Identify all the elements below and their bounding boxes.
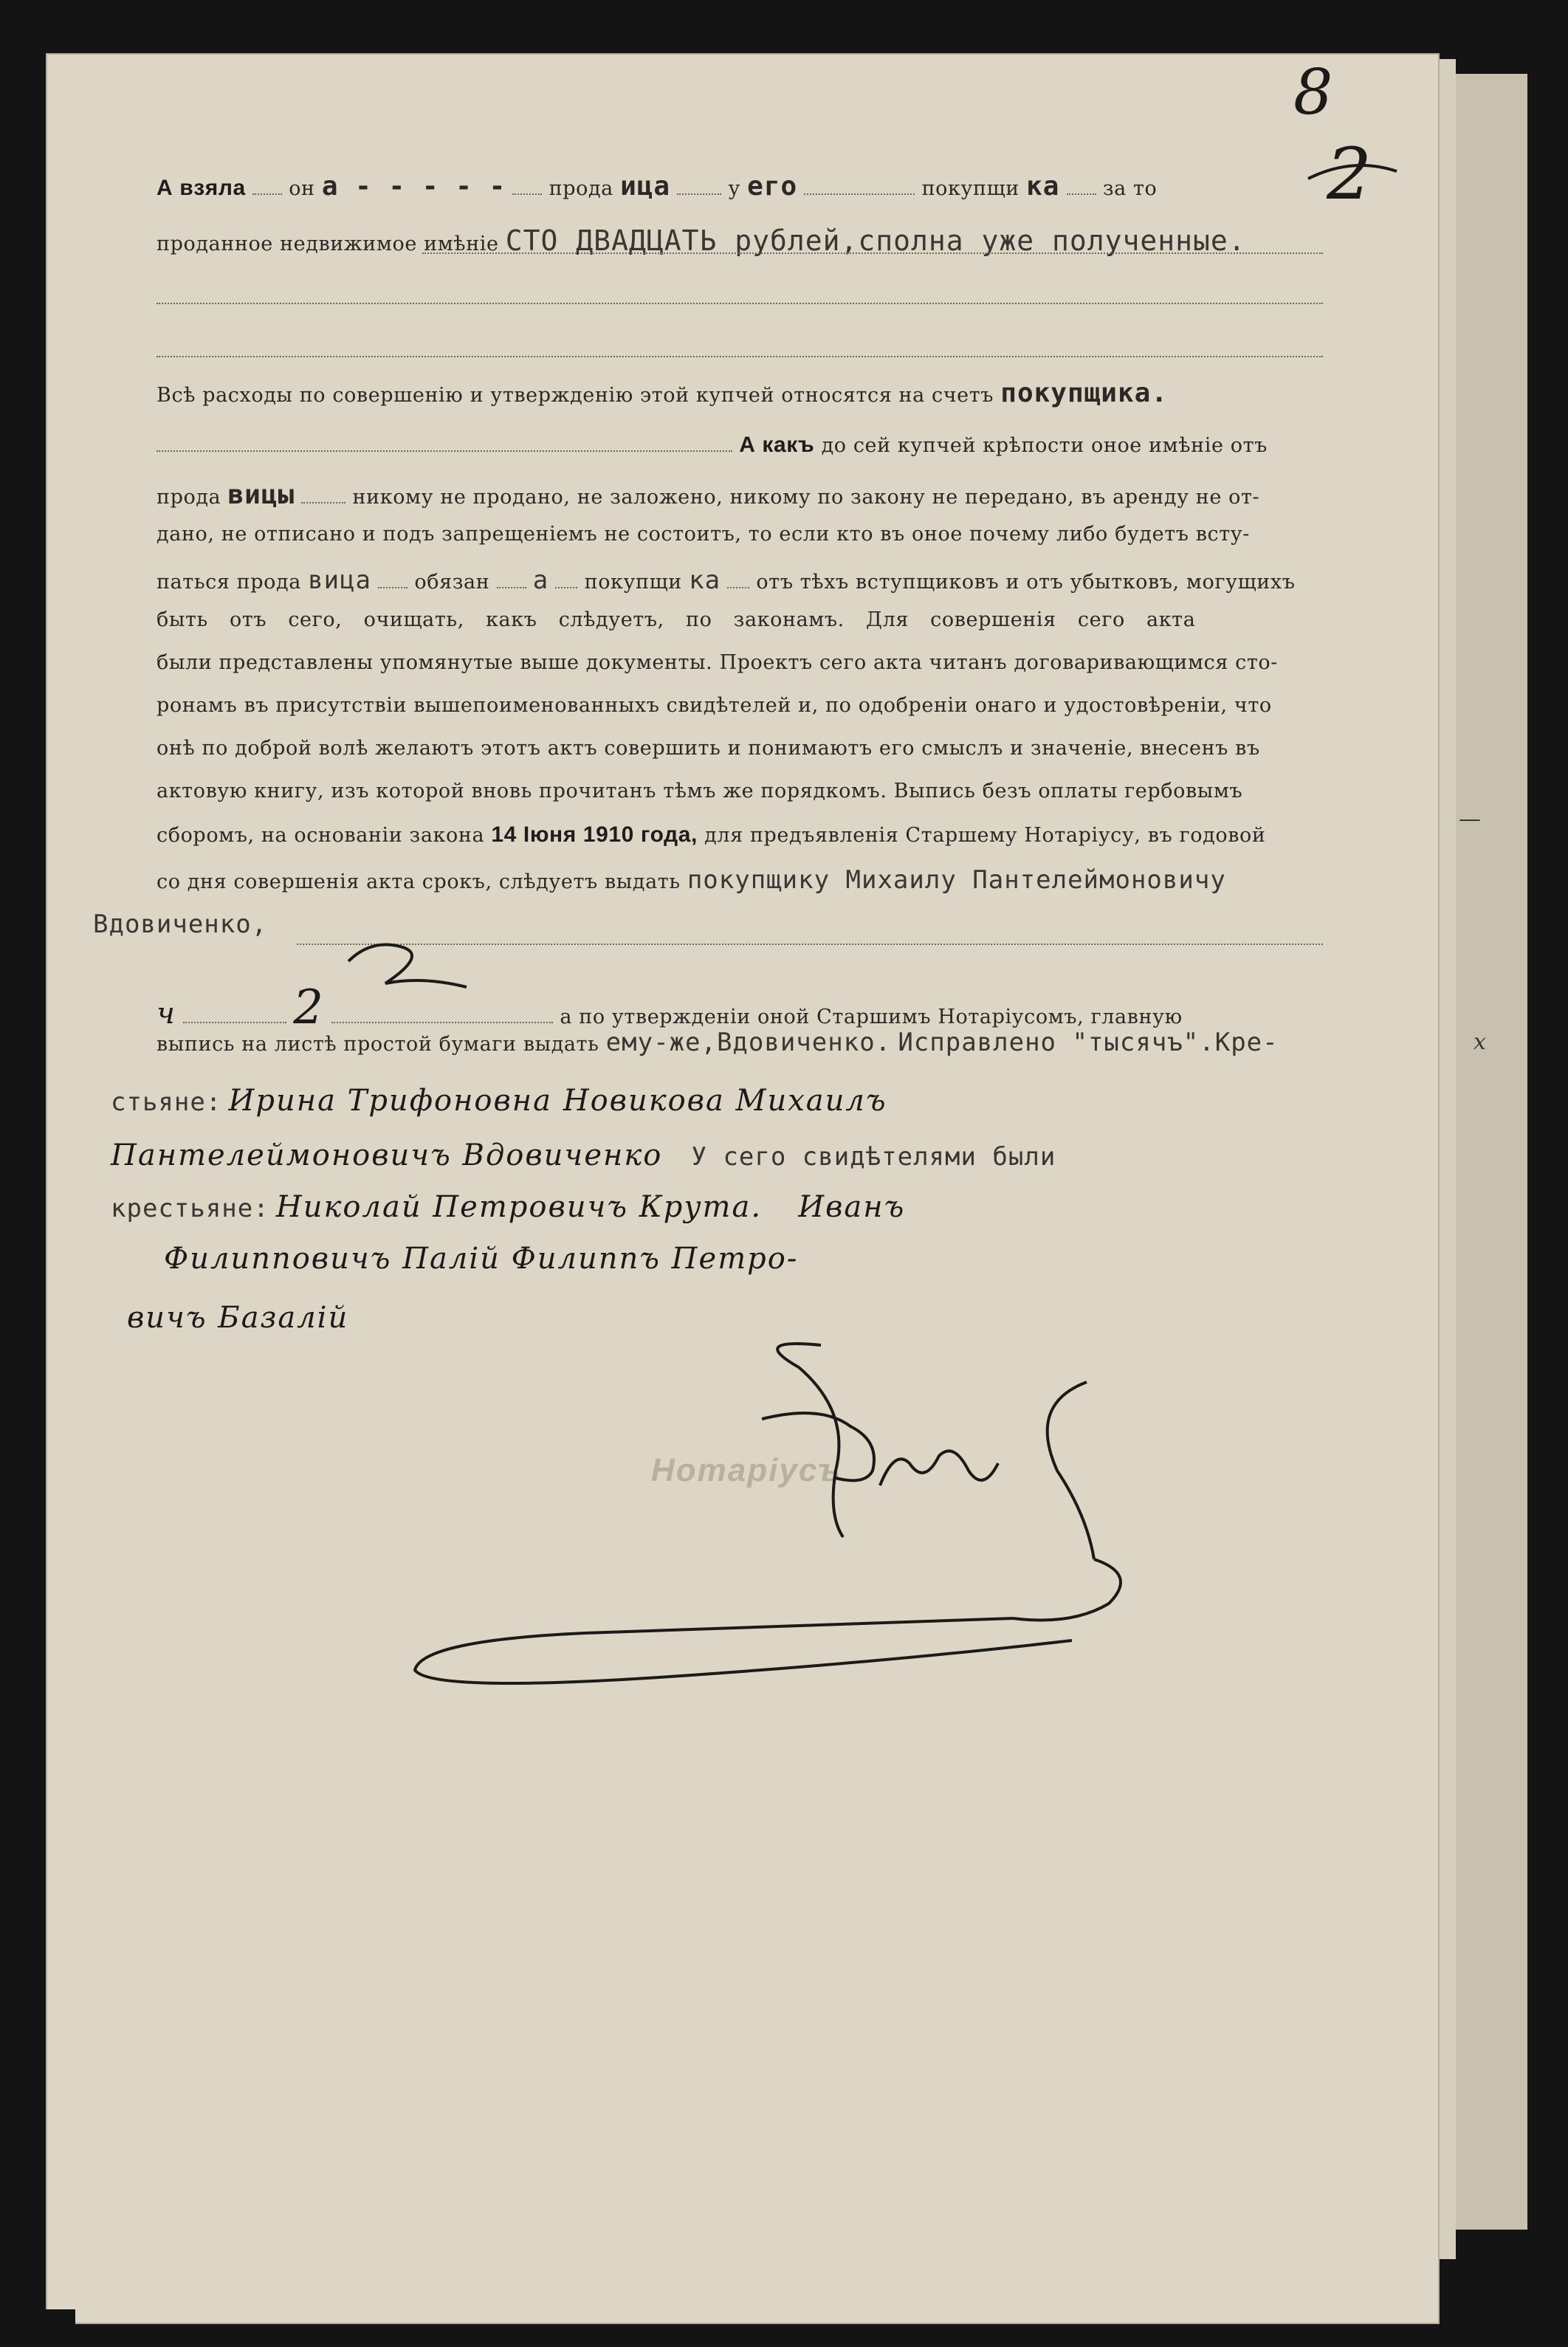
line19-seg2: Ирина Трифоновна Новикова Михаилъ bbox=[228, 1084, 887, 1118]
page-number-top: 8 bbox=[1293, 56, 1333, 128]
line20-seg1: Пантелеймоновичъ Вдовиченко bbox=[111, 1138, 663, 1172]
line8-seg6: ка bbox=[689, 566, 721, 595]
line1-seg10: за то bbox=[1102, 177, 1158, 200]
line6-seg2: вицы bbox=[227, 480, 295, 510]
text-line-14 bbox=[157, 822, 1323, 848]
document-page bbox=[46, 53, 1440, 2324]
line2-seg1: проданное недвижимое имѣніе bbox=[157, 233, 499, 255]
line8-seg3: обязан bbox=[414, 571, 490, 594]
line8-seg5: покупщи bbox=[584, 571, 682, 594]
text-line-7: дано, не отписано и подъ запрещеніемъ не состоитъ, то если кто въ оное почему либо будетъ всту- bbox=[157, 523, 1250, 546]
line14-seg3: для предъявленія Старшему Нотаріусу, въ годовой bbox=[704, 824, 1266, 847]
text-line-5 bbox=[157, 433, 1323, 458]
line14-seg2: 14 Іюня 1910 года, bbox=[491, 822, 698, 847]
line4-seg2: покупщика. bbox=[1000, 378, 1169, 408]
text-line-18 bbox=[157, 1028, 1323, 1057]
line18-seg1: выпись на листѣ простой бумаги выдать bbox=[157, 1033, 599, 1056]
text-line-8 bbox=[157, 566, 1323, 595]
dotted-rule bbox=[422, 252, 1323, 254]
text-line-11: ронамъ въ присутствіи вышепоименованныхъ свидѣтелей и, по одобреніи онаго и удостовѣреніи, что bbox=[157, 694, 1272, 717]
text-line-16 bbox=[93, 910, 1259, 939]
line1-seg9: ка bbox=[1026, 171, 1060, 202]
line8-seg1: паться прода bbox=[157, 571, 301, 594]
line1-seg4: прода bbox=[549, 177, 613, 200]
line1-seg8: покупщи bbox=[921, 177, 1019, 200]
text-line-6 bbox=[157, 480, 1323, 510]
text-line-22: Филипповичъ Палій Филиппъ Петро- bbox=[164, 1242, 799, 1276]
line14-seg1: сборомъ, на основаніи закона bbox=[157, 824, 485, 847]
text-line-20 bbox=[111, 1138, 1277, 1172]
line4-seg1: Всѣ расходы по совершенію и утвержденію этой купчей относятся на счетъ bbox=[157, 384, 994, 407]
text-line-13: актовую книгу, изъ которой вновь прочитанъ тѣмъ же порядкомъ. Выпись безъ оплаты гербовымъ bbox=[157, 780, 1243, 803]
underlying-sheet-mark: x bbox=[1474, 1029, 1486, 1055]
text-line-21 bbox=[111, 1190, 1277, 1224]
line18-seg3: Исправлено "тысячъ".Кре- bbox=[898, 1028, 1279, 1057]
line8-seg4: а bbox=[532, 566, 549, 595]
line8-seg2: вица bbox=[308, 566, 372, 595]
line21-seg1: крестьяне: bbox=[111, 1194, 269, 1223]
line17-seg1: ч bbox=[157, 997, 176, 1031]
line1-seg5: ица bbox=[620, 171, 671, 202]
line1-seg1: А взяла bbox=[157, 176, 246, 200]
line21-seg2: Николай Петровичъ Крута. bbox=[275, 1190, 763, 1224]
line1-seg7: его bbox=[747, 171, 798, 202]
line16-seg1: Вдовиченко, bbox=[93, 910, 268, 939]
text-line-17 bbox=[157, 980, 1323, 1035]
text-line-9: быть отъ сего, очищать, какъ слѣдуетъ, по законамъ. Для совершенія сего акта bbox=[157, 608, 1196, 631]
text-line-1 bbox=[157, 171, 1323, 202]
page-number-bottom: 2 bbox=[1327, 133, 1372, 216]
line2-seg2: СТО ДВАДЦАТЬ рублей,сполна уже полученные. bbox=[505, 224, 1246, 257]
line19-seg1: стьяне: bbox=[111, 1087, 222, 1117]
text-line-12: онѣ по доброй волѣ желаютъ этотъ актъ совершить и понимаютъ его смыслъ и значеніе, внесенъ въ bbox=[157, 737, 1260, 760]
line8-seg7: отъ тѣхъ вступщиковъ и отъ убытковъ, могущихъ bbox=[756, 571, 1296, 594]
notary-stamp: Нотаріусъ bbox=[651, 1452, 842, 1488]
dotted-rule bbox=[157, 356, 1323, 357]
line1-seg2: он bbox=[289, 177, 315, 200]
line5-seg1: А какъ bbox=[739, 433, 815, 457]
line15-seg2: покупщику Михаилу Пантелеймоновичу bbox=[687, 865, 1226, 895]
line21-seg3: Иванъ bbox=[798, 1190, 906, 1224]
text-line-23: вичъ Базалій bbox=[127, 1301, 349, 1335]
page-corner bbox=[46, 2309, 75, 2331]
underlying-sheet-mark: — bbox=[1459, 806, 1481, 832]
line17-seg2: 2 bbox=[293, 980, 325, 1035]
line6-seg3: никому не продано, не заложено, никому по закону не передано, въ аренду не от- bbox=[352, 486, 1260, 509]
line6-seg1: прода bbox=[157, 486, 221, 509]
line18-seg2: ему-же,Вдовиченко. bbox=[605, 1028, 892, 1057]
line5-seg2: до сей купчей крѣпости оное имѣніе отъ bbox=[821, 434, 1268, 457]
text-line-19 bbox=[111, 1084, 1277, 1118]
text-line-15 bbox=[157, 865, 1323, 895]
dotted-rule bbox=[157, 303, 1323, 304]
text-line-4 bbox=[157, 378, 1323, 408]
line1-seg3: а - - - - - bbox=[321, 171, 506, 202]
line20-seg2: У сего свидѣтелями были bbox=[691, 1142, 1056, 1172]
line1-seg6: у bbox=[728, 177, 740, 200]
text-line-10: были представлены упомянутые выше документы. Проектъ сего акта читанъ договаривающимся сто- bbox=[157, 651, 1278, 674]
line17-seg3: а по утвержденіи оной Старшимъ Нотаріусомъ, главную bbox=[560, 1006, 1183, 1028]
notary-signature bbox=[363, 1293, 1249, 1707]
line15-seg1: со дня совершенія акта срокъ, слѣдуетъ выдать bbox=[157, 870, 681, 893]
